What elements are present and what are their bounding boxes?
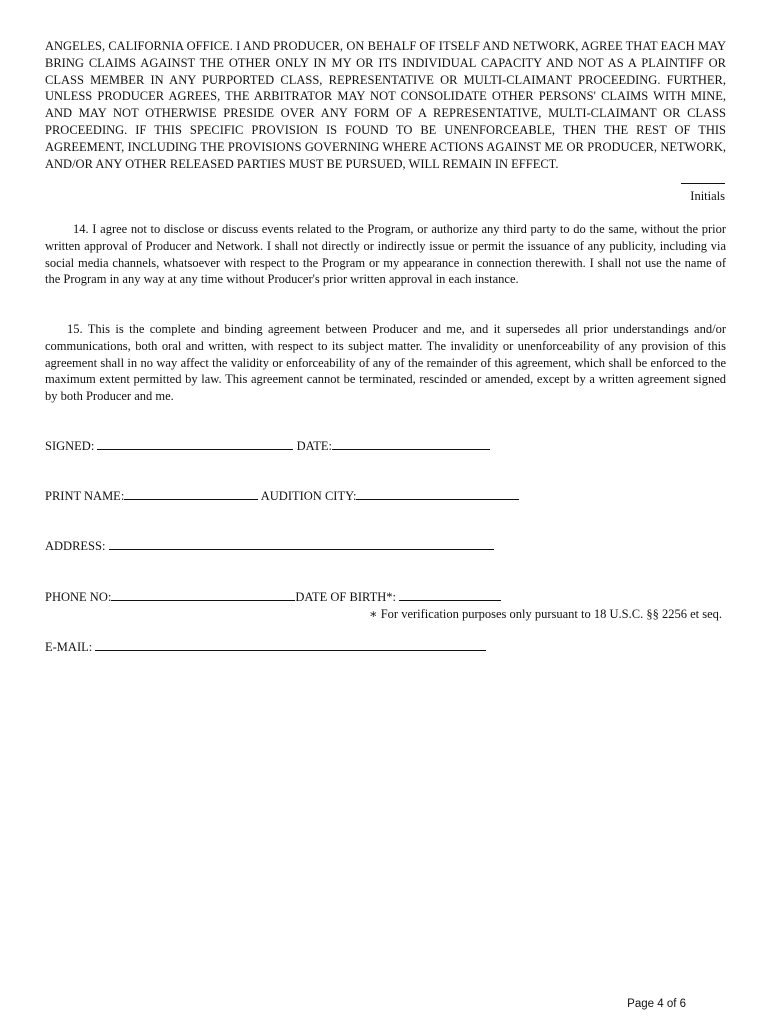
paragraph-14: 14. I agree not to disclose or discuss events related to the Program, or authorize any third party to do the same, without the prior written approval of Producer and Network. I shall not directly or indirectly issue or permit the issuance of any publicity, including via social media channels, whatsoever with respect to the Program or my appearance in connection therewith. I shall not use the name of the Program in any way at any time without Producer's prior written approval in each instance. [45, 222, 726, 287]
phone-row [45, 589, 501, 605]
carryover-paragraph: ANGELES, CALIFORNIA OFFICE. I AND PRODUCER, ON BEHALF OF ITSELF AND NETWORK, AGREE THAT EACH MAY BRING CLAIMS AGAINST THE OTHER ONLY IN MY OR ITS INDIVIDUAL CAPACITY AND NOT AS A PLAINTIFF OR CLASS MEMBER IN ANY PURPORTED CLASS, REPRESENTATIVE OR MULTI-CLAIMANT PROCEEDING. FURTHER, UNLESS PRODUCER AGREES, THE ARBITRATOR MAY NOT CONSOLIDATE OTHER PERSONS' CLAIMS WITH MINE, AND MAY NOT OTHERWISE PRESIDE OVER ANY FORM OF A REPRESENTATIVE, MULTI-CLAIMANT OR CLASS PROCEEDING. IF THIS SPECIFIC PROVISION IS FOUND TO BE UNENFORCEABLE, THEN THE REST OF THIS AGREEMENT, INCLUDING THE PROVISIONS GOVERNING WHERE ACTIONS AGAINST ME OR PRODUCER, NETWORK, AND/OR ANY OTHER RELEASED PARTIES MUST BE PURSUED, WILL REMAIN IN EFFECT. [45, 39, 726, 171]
email-row [45, 639, 486, 655]
audition-city-label: AUDITION CITY: [260, 489, 357, 503]
dob-field[interactable] [399, 589, 501, 601]
email-field[interactable] [95, 639, 486, 651]
print-name-label: PRINT NAME: [45, 489, 125, 503]
dob-footnote: ∗ For verification purposes only pursuant to 18 U.S.C. §§ 2256 et seq. [369, 607, 722, 621]
signed-field[interactable] [97, 438, 293, 450]
initials-block [625, 172, 725, 204]
date-label: DATE: [296, 439, 332, 453]
signed-label: SIGNED: [45, 439, 95, 453]
email-label: E-MAIL: [45, 640, 93, 654]
audition-city-field[interactable] [356, 488, 519, 500]
print-name-field[interactable] [124, 488, 258, 500]
address-row [45, 538, 494, 554]
initials-line[interactable] [681, 175, 725, 184]
date-field[interactable] [332, 438, 490, 450]
dob-label: DATE OF BIRTH*: [295, 590, 396, 604]
address-field[interactable] [109, 538, 494, 550]
signed-row [45, 438, 490, 454]
address-label: ADDRESS: [45, 539, 106, 553]
print-name-row [45, 488, 519, 504]
paragraph-15: 15. This is the complete and binding agreement between Producer and me, and it supersedes all prior understandings and/or communications, both oral and written, with respect to its subject matter. The invalidity or unenforceability of any provision of this agreement shall in no way affect the validity or enforceability of any of the remainder of this agreement, which shall be enforced to the maximum extent permitted by law. This agreement cannot be terminated, rescinded or amended, except by a written agreement signed by both Producer and me. [45, 322, 726, 404]
initials-label: Initials [690, 189, 725, 203]
phone-field[interactable] [111, 589, 295, 601]
page-number: Page 4 of 6 [627, 998, 686, 1010]
phone-label: PHONE NO: [45, 590, 112, 604]
